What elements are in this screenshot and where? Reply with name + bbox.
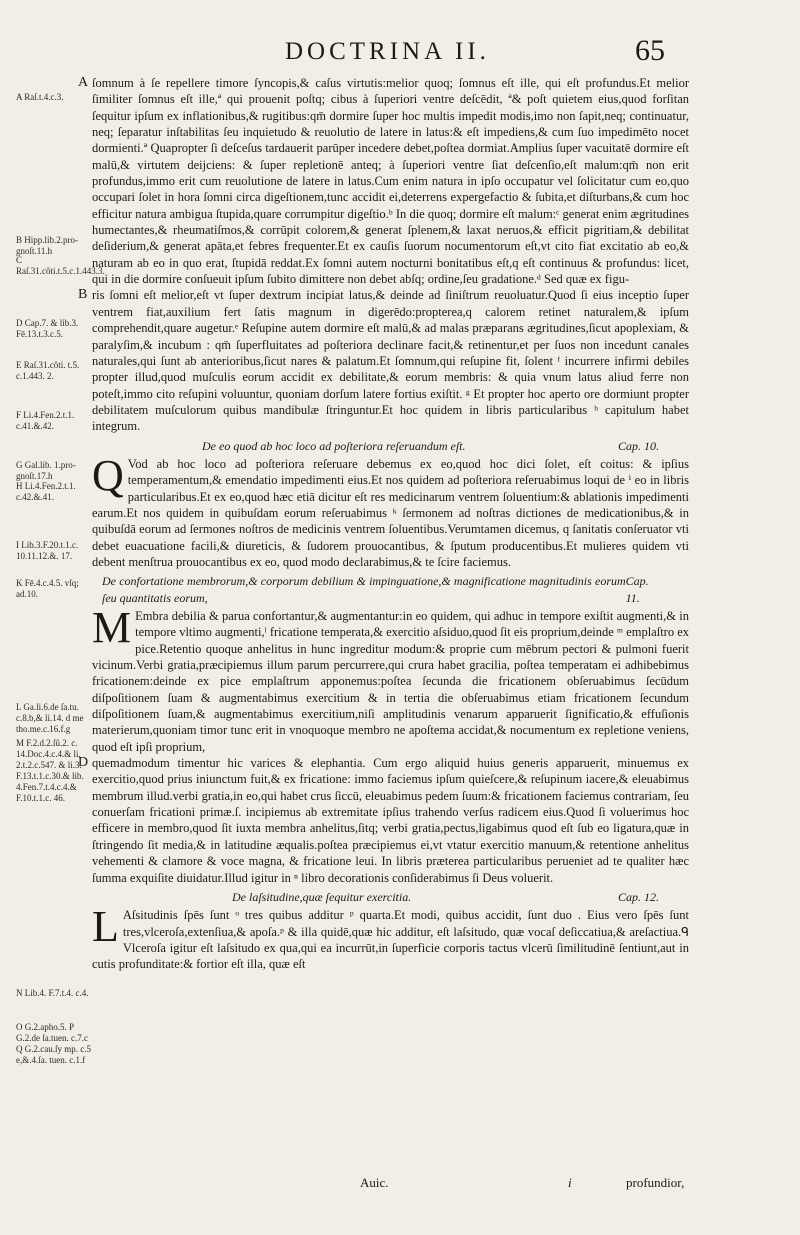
margin-note: N Lib.4. F.7.t.4. c.4. — [16, 988, 89, 998]
margin-note: K Fē.4.c.4.5. vſq; ad.10. — [16, 578, 79, 599]
chapter-heading — [92, 573, 689, 606]
chapter-title: De eo quod ab hoc loco ad poſteriora reſeruandum eſt. — [202, 438, 466, 453]
margin-note: E Raſ.31.côti. t.5. c.1.443. 2. — [16, 360, 80, 381]
paragraph — [92, 450, 689, 570]
paragraph-text: ſomnum à ſe repellere timore ſyncopis,& caſus virtutis:melior quoq; ſomnus eſt ille, qui eſt profundus.Et melior ſimiliter ſomnus eſt ille,ª qui prouenit poſtq; cibus à ſuperiori ventre deſcēdit, ª& poſt quietem eius,quod forſitan ſequitur ipſum ex inflationibus,& rugitibus:qm̄ dormire ſuper hoc multis impedit modis,imo non ſapit,neq; continuatur, neq; ſeparatur inſtabilitas ſeu inquietudo & reuolutio de latere in latus:& eſt impediens,& cum ſuo impedimēto nocet dormienti.ª Quapropter ſi deſceſus tardauerit parūper incedere debet,poſtea dormiat.Amplius ſuper vacuitatē dormire eſt malū,& virtutem deijciens: & ſuper repletionē anteq; à ſuperiori ventre ſiat deſcenſio,eſt malum:qm̄ non erit profundus,immo erit cum reuolutione de latere in latus.Cum enim natura in ipſo occupatur vel ſolicitatur cum eo,quo occupari ſolet in hora ſomni circa digeſtionem,tunc accidit ei,deterrens expergefactio & ſubita,et diſturbans,& cum hoc efficitur natura ambigua ſtupida,quare corrumpitur digeſtio.ᵇ In die quoq; dormire eſt malum:ᶜ generat enim ægritudines humectantes,& rheumatiſmos,& corrūpit colorem,& generat ſplenem,& laxat neruos,& efficit pigritiam,& debilitat deſiderium,& generat apāta,et febres frequenter.Et ex cauſis ſuorum nocumentorum eſt,vt cito fiat excitatio ab eo,& naturam ab eo in quo erat, ſtupidā reddat.Ex ſomni autem nocturni bonitatibus eſt,q eſt continuus & profundus: licet, qui in die dormire conſueuit ipſum ſubito dimittere non debet abſq; ordine,ſeu gradatione.ᵈ Sed quæ ex figu- — [92, 76, 689, 287]
margin-note: D Cap.7. & lib.3. Fē.13.t.3.c.5. — [16, 318, 79, 339]
signature-mark: i — [568, 1175, 572, 1190]
paragraph-text: quemadmodum timentur hic varices & elephantia. Cum ergo aliquid huius generis apparuerit, minuemus ex exercitio,quod prius iniunctum fuit,& ex fricatione: immo faciemus ipſum quieſcere,& reſupinum iacere,& eleuabimus membrum illud.verbi gratia,in eo,qui habet crus ſiccū, eleuabimus pedem ſuum:& fricationem faciemus contrariam, ſeu conuerſam fricationi primæ.ſ. incipiemus ab extremitate ipſius trahendo verſus radicem eius.Quod ſi voluerimus hoc efficere in membro,quod ſit iuxta membra anhelitus,ſitq; verbi gratia,pectus,ligabimus quod eſt ſub eo ligatura,quæ in ſtringendo ſit media,& in latitudine æqualis.poſtea præcipiemus ei,vt vtatur exercitio manuum,& retentione anhelitus vehementi & clamore & voce magna, & fricatione leui. In libris præterea particularibus perueniet ad te qualiter hæc ſumma exquiſite diuidatur.Illud igitur in ⁿ libro decorationis conſiderabimus ſi Deus voluerit. — [92, 756, 689, 885]
margin-note: I Lib.3.F.20.t.1.c. 10.11.12.&. 17. — [16, 540, 79, 561]
page-title: DOCTRINA II. — [285, 38, 490, 65]
drop-initial: M — [92, 603, 132, 652]
paragraph — [78, 755, 689, 886]
chapter-heading — [92, 438, 689, 454]
catchword: profundior, — [626, 1175, 685, 1190]
drop-initial: Q — [92, 450, 124, 500]
margin-note: G Gal.lib. 1.pro-gnoſt.17.h — [16, 460, 76, 481]
section-letter: A — [78, 75, 89, 90]
paragraph-text: Vod ab hoc loco ad poſteriora reſeruare debemus ex eo,quod hoc dici ſolet, eſt coitus: & ipſius temperamentum,& emendatio impedimenti eius.Et nos quidem ad poſteriora reſeruabimus loqui de ⁱ eo in libris particularibus.Et ex eo,quod hæc etiā dicitur eſt res medicinarum ventrem ſoluentium:& ablationis impedimenti earum.Et nos quidem in quibuſdam eorum reſeruabimus ᵏ ſermonem ad noſtras dictiones de medicationibus,& in quibuſdā eorum ad ſermones noſtros de medicinis ventrem ſoluentibus.Verumtamen dicemus, q ſanitatis conſeruator vti debet euacuatione facili,& diureticis, & ſudorem prouocantibus, & ſputum producentibus.Et mulieres quidem vti debent menſtrua prouocantibus ex eo, quod modo declarabimus,& te ſcire faciemus. — [92, 456, 689, 569]
folio-number: 65 — [635, 34, 665, 67]
margin-note: M F.2.d.2.ſû.2. c. 14.Doc.4.c.4.& li. 2.t.2.c.547. & li.3. F.13.t.1.c.30.& lib. 4.Fen.7.t.4.c.4.& F.10.t.1.c. 46. — [16, 738, 84, 803]
paragraph-text: Embra debilia & parua confortantur,& augmentantur:in eo quidem, qui adhuc in tempore exiſtit augmenti,& in tempore vltimo augmenti,ˡ fricatione temperata,& exercitio aſsiduo,quod ſit eis proprium,deinde ᵐ emplaſtro ex pice.Retentio quoque anhelitus in hunc ingreditur modum:& proprie cum mēbrum pectori & pulmoni fuerit vicinum.Verbi gratia,præcipiemus illum parum percurrere,qui crura habet gracilia, poſtea temperatam ei adhibebimus fricationem:deinde ex pice emplaſtrum apponemus:poſtea ſecunda die fricationem obſeruabimus ſecūdum diſpoſitionem ſuam & augmentabimus exercitium & in tertia die obſeruabimus etiam fricationem ſecundum diſpoſitionem ſuam,& augmentabimus exercitium,niſi amplitudinis venarum apparuerit ſignificatio,& effuſionis materierum,quoniam timor tunc erit in vnoquoque membro ne apoſtema accidat,& nocumentum ex repletione veniens, quod eſt ipſi proprium, — [92, 609, 689, 754]
section-letter: D — [78, 755, 89, 771]
paragraph — [92, 902, 689, 972]
chapter-title: De laſsitudine,quæ ſequitur exercitia. — [232, 889, 412, 904]
chapter-heading — [92, 889, 689, 905]
margin-note: A Raſ.t.4.c.3. — [16, 92, 64, 102]
paragraph-text: ris ſomni eſt melior,eſt vt ſuper dextrum incipiat latus,& deinde ad ſiniſtrum reuoluatur.Quod ſi eius inceptio ſuper ventrem fiat,auxilium fert ſatis magnum in digerēdo:propterea,q calorem retinet naturalem,& ipſum comprehendit,quare augetur.ᵉ Reſupine autem dormire eſt malū,& ad malas præparans ægritudines,ſicut apoplexiam, & paralyſim,& incubum : qm̄ ſuperfluitates ad poſteriora declinare facit,& retinentur,et per ſuos non incedunt canales naturales,qui ſunt ab anterioribus,ſicut nares & palatum.Et ſomnum,qui reſupine fit, ſolent ᶠ incurrere infirmi debiles propter illud,quod muſculis eorum accidit ex debilitate,& eorum membris: & quia vnum latus aliud ferre non poteſt,immo cito reſupini voluuntur, quoniam dorſum latere fortius exiſtit. ᵍ Et propter hoc aperto ore dormiunt propter debilitatem muſculorum quibus mandibulæ ſtringuntur.Et hoc quidem in libris particularibus ʰ capitulum habet integrum. — [92, 288, 689, 434]
running-header — [285, 34, 665, 74]
chapter-number: Cap. 12. — [617, 889, 659, 904]
margin-note: F Li.4.Fen.2.t.1. c.41.&.42. — [16, 410, 75, 431]
margin-note: O G.2.apho.5. P G.2.de ſa.tuen. c.7.c Q G.2.cau.ſy mp. c.5 e,&.4.ſa. tuen. c.1.f — [16, 1022, 91, 1065]
margin-note: H Li.4.Fen.2.t.1. c.42.&.41. — [16, 481, 76, 502]
section-letter: B — [78, 287, 88, 303]
chapter-number: Cap. 10. — [617, 438, 659, 453]
chapter-number: Cap. 11. — [625, 574, 649, 605]
margin-note: B Hipp.lib.2.pro-gnoſt.11.h — [16, 235, 78, 256]
chapter-title: De confortatione membrorum,& corporum debilium & impinguatione,& magnificatione magnitudinis eorum ſeu quantitatis eorum, — [102, 574, 626, 605]
drop-initial: L — [92, 902, 119, 952]
catch-text: Auic. — [360, 1175, 389, 1190]
paragraph — [92, 603, 689, 755]
margin-note: C Raſ.31.côti.t.5.c.1.443.3. — [16, 255, 105, 276]
main-text — [78, 75, 689, 973]
paragraph-text: Aſsitudinis ſpēs ſunt ᵒ tres quibus additur ᵖ quarta.Et modi, quibus accidit, ſunt duo . Eius vero ſpēs ſunt tres,vlceroſa,extenſiua,& apoſa.ᵖ & illa quidē,quæ hic additur, eſt laſsitudo, quæ vocaſ deſiccatiua,& areſactiua.ᑫ Vlceroſa igitur eſt laſsitudo ex qua,qui ea incurrūt,in ſuperficie corporis tactus vlcerū ſimilitudinē ſentiunt,aut in cutis profunditate:& fortior eſt illa, quæ eſt — [92, 908, 689, 972]
margin-note: L Ga.li.6.de ſa.tu. c.8.b,& li.14. d me tho.me.c.16.f.g — [16, 702, 84, 734]
paragraph — [78, 75, 689, 287]
paragraph — [78, 287, 689, 434]
